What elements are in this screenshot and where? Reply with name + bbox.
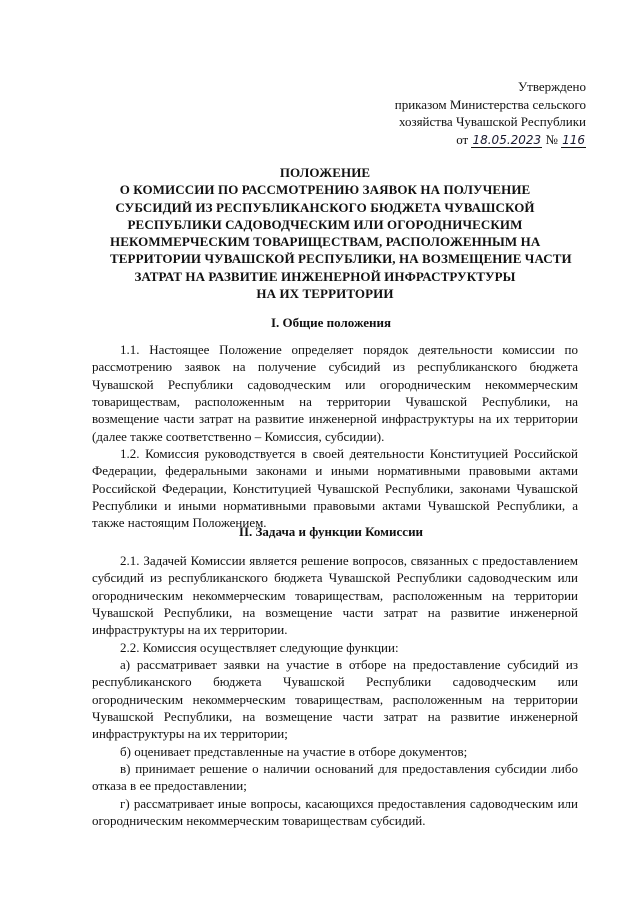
handwritten-date: 18.05.2023 xyxy=(472,132,542,147)
number-prefix: № xyxy=(545,131,558,147)
approval-line-2: приказом Министерства сельского xyxy=(394,96,586,112)
paragraph-2-2-a: а) рассматривает заявки на участие в отборе на предоставление субсидий из республиканского бюджета Чувашской Республики садоводческим или огородническим некоммерческим товариществам, расположенным на территории Чувашской Республики, на возмещение части затрат на развитие инженерной инфраструктуры на их территории; xyxy=(92,657,578,742)
paragraph-2-2-b: б) оценивает представленные на участие в отборе документов; xyxy=(120,743,468,759)
approval-stamp xyxy=(340,78,586,149)
title-line: ПОЛОЖЕНИЕ xyxy=(279,165,371,180)
paragraph-2-2: 2.2. Комиссия осуществляет следующие функции: xyxy=(120,639,399,655)
paragraph-1-1: 1.1. Настоящее Положение определяет порядок деятельности комиссии по рассмотрению заявок на получение субсидий из республиканского бюджета Чувашской Республики садоводческим или огородническим некоммерческим товариществам, расположенным на территории Чувашской Республики, на возмещение части затрат на развитие инженерной инфраструктуры на их территории (далее также соответственно – Комиссия, субсидии). xyxy=(92,342,578,444)
paragraph-2-1: 2.1. Задачей Комиссии является решение вопросов, связанных с предоставлением субсидий из республиканского бюджета Чувашской Республики садоводческим или огородническим некоммерческим товариществам, расположенным на территории Чувашской Республики, на возмещение части затрат на развитие инженерной инфраструктуры на их территории. xyxy=(92,553,578,638)
paragraph-1-2: 1.2. Комиссия руководствуется в своей деятельности Конституцией Российской Федерации, федеральными законами и иными нормативными правовыми актами Российской Федерации, Конституцией Чувашской Республики, законами Чувашской Республики и иными нормативными правовыми актами Чувашской Республики, а также настоящим Положением. xyxy=(92,446,578,531)
section-2-heading: II. Задача и функции Комиссии xyxy=(238,524,424,539)
date-prefix: от xyxy=(456,131,469,147)
section-2-body xyxy=(92,552,578,830)
title-line: НЕКОММЕРЧЕСКИМ ТОВАРИЩЕСТВАМ, РАСПОЛОЖЕННЫМ НА xyxy=(110,234,541,250)
handwritten-number: 116 xyxy=(562,132,585,147)
title-line: СУБСИДИЙ ИЗ РЕСПУБЛИКАНСКОГО БЮДЖЕТА ЧУВАШСКОЙ xyxy=(115,199,535,215)
section-1-heading: I. Общие положения xyxy=(271,315,391,330)
title-line: ТЕРРИТОРИИ ЧУВАШСКОЙ РЕСПУБЛИКИ, НА ВОЗМЕЩЕНИЕ ЧАСТИ xyxy=(110,251,572,267)
paragraph-2-2-g: г) рассматривает иные вопросы, касающихся предоставления садоводческим или огородническим некоммерческим товариществам субсидий. xyxy=(92,795,578,829)
paragraph-2-2-v: в) принимает решение о наличии оснований для предоставления субсидии либо отказа в ее предоставлении; xyxy=(92,761,578,794)
title-line: РЕСПУБЛИКИ САДОВОДЧЕСКИМ ИЛИ ОГОРОДНИЧЕСКИМ xyxy=(127,216,523,232)
title-line: О КОМИССИИ ПО РАССМОТРЕНИЮ ЗАЯВОК НА ПОЛУЧЕНИЕ xyxy=(119,182,531,198)
approval-date-line xyxy=(340,131,586,150)
approval-line-3: хозяйства Чувашской Республики xyxy=(398,114,586,129)
title-line: ЗАТРАТ НА РАЗВИТИЕ ИНЖЕНЕРНОЙ ИНФРАСТРУКТУРЫ xyxy=(134,268,516,284)
section-1-body xyxy=(92,341,578,532)
approval-line-1: Утверждено xyxy=(517,79,586,94)
document-title xyxy=(110,164,572,302)
title-line: НА ИХ ТЕРРИТОРИИ xyxy=(256,286,394,302)
